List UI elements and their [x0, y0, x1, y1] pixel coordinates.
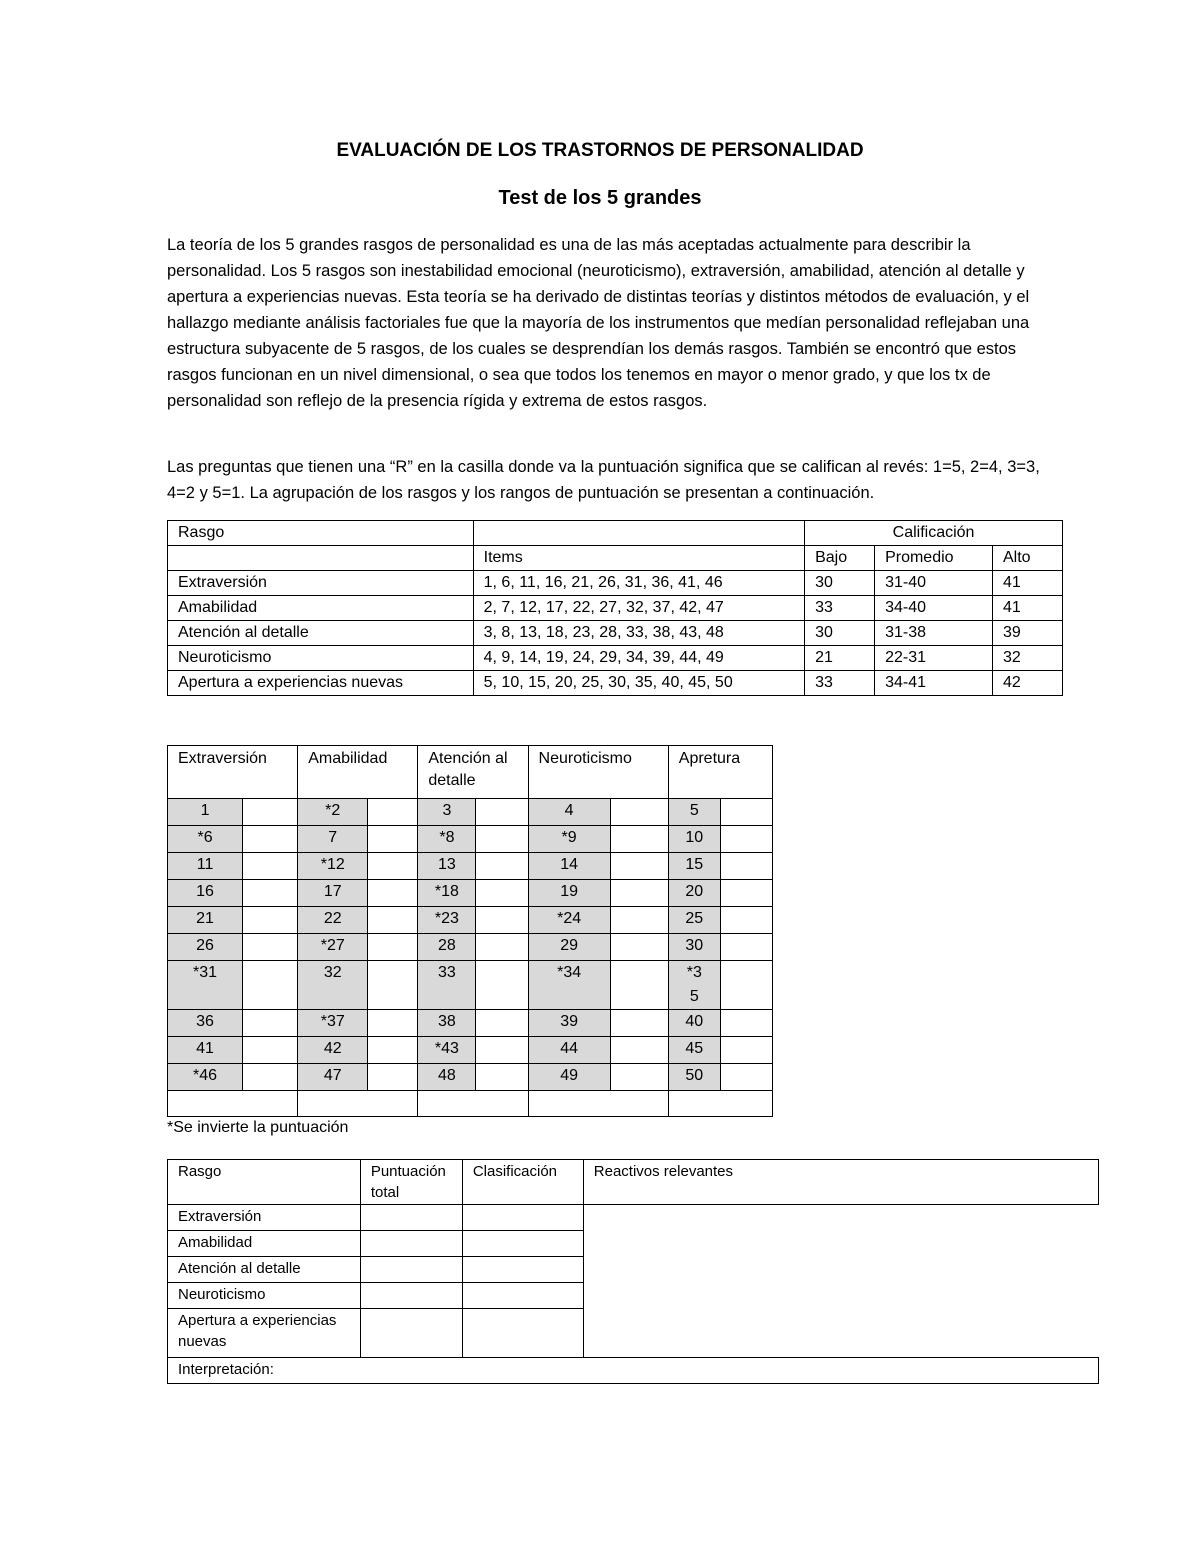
item-number: 32	[298, 961, 368, 1010]
summary-row	[168, 1309, 1099, 1358]
summary-row	[168, 1283, 1099, 1309]
summary-clasificacion-cell[interactable]	[462, 1257, 583, 1283]
answer-cell[interactable]	[243, 1037, 298, 1064]
scoring-cell-alto: 41	[993, 596, 1063, 621]
item-number: *9	[528, 826, 610, 853]
summary-puntuacion-cell[interactable]	[360, 1257, 462, 1283]
answer-grid-row	[168, 934, 773, 961]
answer-cell[interactable]	[476, 1037, 528, 1064]
summary-header-rasgo: Rasgo	[168, 1160, 361, 1205]
item-number: *31	[168, 961, 243, 1010]
item-number: 3	[418, 799, 476, 826]
scoring-cell-rasgo: Neuroticismo	[168, 646, 474, 671]
answer-grid-row	[168, 961, 773, 1010]
item-number: 33	[418, 961, 476, 1010]
scoring-cell-alto: 32	[993, 646, 1063, 671]
item-number: 28	[418, 934, 476, 961]
item-number: 25	[668, 907, 720, 934]
summary-header-clasificacion: Clasificación	[462, 1160, 583, 1205]
item-number: 17	[298, 880, 368, 907]
item-number: 16	[168, 880, 243, 907]
item-number: *23	[418, 907, 476, 934]
summary-clasificacion-cell[interactable]	[462, 1205, 583, 1231]
answer-cell[interactable]	[368, 880, 418, 907]
answer-grid-table	[167, 745, 773, 1117]
summary-header-row	[168, 1160, 1099, 1205]
answer-cell[interactable]	[610, 907, 668, 934]
summary-table	[167, 1159, 1099, 1384]
answer-cell[interactable]	[720, 961, 772, 1010]
subheader-empty	[168, 546, 474, 571]
header-rasgo: Rasgo	[168, 521, 474, 546]
scoring-cell-rasgo: Atención al detalle	[168, 621, 474, 646]
answer-cell[interactable]	[720, 907, 772, 934]
answer-cell[interactable]	[610, 799, 668, 826]
item-number: 5	[668, 799, 720, 826]
scoring-cell-items: 1, 6, 11, 16, 21, 26, 31, 36, 41, 46	[473, 571, 804, 596]
answer-grid-row	[168, 907, 773, 934]
scoring-cell-rasgo: Apertura a experiencias nuevas	[168, 671, 474, 696]
answer-cell[interactable]	[368, 907, 418, 934]
answer-cell[interactable]	[610, 1037, 668, 1064]
item-number: 19	[528, 880, 610, 907]
item-number: 15	[668, 853, 720, 880]
total-cell[interactable]	[418, 1091, 528, 1117]
scoring-cell-alto: 42	[993, 671, 1063, 696]
item-number: 22	[298, 907, 368, 934]
item-number: 44	[528, 1037, 610, 1064]
grid-header: Amabilidad	[298, 746, 418, 799]
item-number: 20	[668, 880, 720, 907]
scoring-cell-items: 4, 9, 14, 19, 24, 29, 34, 39, 44, 49	[473, 646, 804, 671]
item-number: *18	[418, 880, 476, 907]
answer-cell[interactable]	[720, 1010, 772, 1037]
answer-cell[interactable]	[476, 1010, 528, 1037]
page-subtitle: Test de los 5 grandes	[498, 187, 702, 209]
item-number: 45	[668, 1037, 720, 1064]
scoring-instructions-paragraph: Las preguntas que tienen una “R” en la casilla donde va la puntuación significa que se califican al revés: 1=5, 2=4, 3=3, 4=2 y 5=1. La agrupación de los rasgos y los rangos de puntuación se presentan a continuación.	[167, 458, 1040, 502]
answer-cell[interactable]	[368, 961, 418, 1010]
answer-cell[interactable]	[720, 799, 772, 826]
answer-cell[interactable]	[610, 934, 668, 961]
answer-cell[interactable]	[243, 799, 298, 826]
answer-cell[interactable]	[610, 826, 668, 853]
summary-row	[168, 1205, 1099, 1231]
answer-cell[interactable]	[243, 907, 298, 934]
summary-clasificacion-cell[interactable]	[462, 1309, 583, 1358]
summary-header-reactivos[interactable]: Reactivos relevantes	[583, 1160, 1098, 1205]
item-number: 14	[528, 853, 610, 880]
item-number: *8	[418, 826, 476, 853]
reverse-scoring-note: *Se invierte la puntuación	[167, 1119, 349, 1136]
scoring-cell-items: 2, 7, 12, 17, 22, 27, 32, 37, 42, 47	[473, 596, 804, 621]
answer-cell[interactable]	[476, 826, 528, 853]
answer-cell[interactable]	[368, 1064, 418, 1091]
scoring-cell-bajo: 33	[805, 671, 875, 696]
answer-cell[interactable]	[610, 961, 668, 1010]
answer-cell[interactable]	[720, 1064, 772, 1091]
scoring-row	[168, 671, 1063, 696]
summary-header-puntuacion: Puntuación total	[360, 1160, 462, 1205]
item-number: 26	[168, 934, 243, 961]
scoring-cell-items: 5, 10, 15, 20, 25, 30, 35, 40, 45, 50	[473, 671, 804, 696]
scoring-cell-items: 3, 8, 13, 18, 23, 28, 33, 38, 43, 48	[473, 621, 804, 646]
header-promedio: Promedio	[875, 546, 993, 571]
item-number: *37	[298, 1010, 368, 1037]
answer-grid-row	[168, 880, 773, 907]
summary-puntuacion-cell[interactable]	[360, 1205, 462, 1231]
total-cell[interactable]	[168, 1091, 298, 1117]
scoring-cell-rasgo: Extraversión	[168, 571, 474, 596]
scoring-cell-bajo: 33	[805, 596, 875, 621]
summary-rasgo: Amabilidad	[168, 1231, 361, 1257]
answer-cell[interactable]	[720, 934, 772, 961]
item-number: 10	[668, 826, 720, 853]
header-calificacion: Calificación	[805, 521, 1063, 546]
answer-cell[interactable]	[368, 1010, 418, 1037]
item-number: 40	[668, 1010, 720, 1037]
answer-cell[interactable]	[243, 1010, 298, 1037]
scoring-cell-promedio: 34-40	[875, 596, 993, 621]
summary-rasgo: Atención al detalle	[168, 1257, 361, 1283]
total-cell[interactable]	[298, 1091, 418, 1117]
answer-cell[interactable]	[476, 934, 528, 961]
scoring-cell-bajo: 30	[805, 571, 875, 596]
summary-row	[168, 1257, 1099, 1283]
header-alto: Alto	[993, 546, 1063, 571]
scoring-cell-bajo: 21	[805, 646, 875, 671]
answer-grid-row	[168, 1064, 773, 1091]
summary-puntuacion-cell[interactable]	[360, 1283, 462, 1309]
answer-cell[interactable]	[476, 853, 528, 880]
scoring-cell-promedio: 31-40	[875, 571, 993, 596]
scoring-row	[168, 646, 1063, 671]
answer-cell[interactable]	[720, 853, 772, 880]
item-number: 7	[298, 826, 368, 853]
answer-cell[interactable]	[368, 853, 418, 880]
item-number: *35	[668, 961, 720, 1010]
summary-row	[168, 1231, 1099, 1257]
answer-grid-row	[168, 853, 773, 880]
scoring-cell-alto: 41	[993, 571, 1063, 596]
answer-cell[interactable]	[243, 853, 298, 880]
item-number: 4	[528, 799, 610, 826]
interpretation-row	[168, 1358, 1099, 1384]
answer-cell[interactable]	[720, 880, 772, 907]
item-number: 36	[168, 1010, 243, 1037]
item-number: *24	[528, 907, 610, 934]
scoring-cell-promedio: 31-38	[875, 621, 993, 646]
scoring-row	[168, 621, 1063, 646]
intro-paragraph: La teoría de los 5 grandes rasgos de personalidad es una de las más aceptadas actualmente para describir la personalidad. Los 5 rasgos son inestabilidad emocional (neuroticismo), extraversión, amabilidad, atención al detalle y apertura a experiencias nuevas. Esta teoría se ha derivado de distintas teorías y distintos métodos de evaluación, y el hallazgo mediante análisis factoriales fue que la mayoría de los instrumentos que medían personalidad reflejaban una estructura subyacente de 5 rasgos, de los cuales se desprendían los demás rasgos. También se encontró que estos rasgos funcionan en un nivel dimensional, o sea que todos los tenemos en mayor o menor grado, y que los tx de personalidad son reflejo de la presencia rígida y extrema de estos rasgos.	[167, 236, 1030, 410]
item-number: *27	[298, 934, 368, 961]
answer-cell[interactable]	[243, 934, 298, 961]
answer-cell[interactable]	[610, 853, 668, 880]
answer-cell[interactable]	[476, 961, 528, 1010]
item-number: 50	[668, 1064, 720, 1091]
scoring-cell-alto: 39	[993, 621, 1063, 646]
answer-cell[interactable]	[368, 826, 418, 853]
item-number: 42	[298, 1037, 368, 1064]
scoring-row	[168, 571, 1063, 596]
scoring-cell-bajo: 30	[805, 621, 875, 646]
item-number: *34	[528, 961, 610, 1010]
item-number: 29	[528, 934, 610, 961]
grid-header: Extraversión	[168, 746, 298, 799]
scoring-cell-rasgo: Amabilidad	[168, 596, 474, 621]
grid-header: Neuroticismo	[528, 746, 668, 799]
answer-cell[interactable]	[476, 907, 528, 934]
answer-grid-row	[168, 1010, 773, 1037]
grid-header: Apretura	[668, 746, 772, 799]
answer-grid-row	[168, 1037, 773, 1064]
item-number: *46	[168, 1064, 243, 1091]
answer-cell[interactable]	[368, 934, 418, 961]
header-empty	[473, 521, 804, 546]
answer-cell[interactable]	[243, 961, 298, 1010]
item-number: *43	[418, 1037, 476, 1064]
answer-cell[interactable]	[720, 826, 772, 853]
interpretation-cell[interactable]: Interpretación:	[168, 1358, 1099, 1384]
total-cell[interactable]	[528, 1091, 668, 1117]
item-number: 1	[168, 799, 243, 826]
answer-cell[interactable]	[243, 1064, 298, 1091]
page-title: EVALUACIÓN DE LOS TRASTORNOS DE PERSONALIDAD	[336, 140, 864, 161]
item-number: 39	[528, 1010, 610, 1037]
summary-clasificacion-cell[interactable]	[462, 1231, 583, 1257]
scoring-cell-promedio: 34-41	[875, 671, 993, 696]
answer-cell[interactable]	[610, 1010, 668, 1037]
item-number: *2	[298, 799, 368, 826]
item-number: 21	[168, 907, 243, 934]
item-number: *12	[298, 853, 368, 880]
item-number: 41	[168, 1037, 243, 1064]
answer-grid-row	[168, 826, 773, 853]
item-number: 11	[168, 853, 243, 880]
summary-clasificacion-cell[interactable]	[462, 1283, 583, 1309]
item-number: 49	[528, 1064, 610, 1091]
answer-cell[interactable]	[476, 799, 528, 826]
answer-cell[interactable]	[610, 1064, 668, 1091]
summary-rasgo: Apertura a experiencias nuevas	[168, 1309, 361, 1358]
summary-rasgo: Neuroticismo	[168, 1283, 361, 1309]
scoring-cell-promedio: 22-31	[875, 646, 993, 671]
item-number: 47	[298, 1064, 368, 1091]
answer-cell[interactable]	[476, 1064, 528, 1091]
item-number: 30	[668, 934, 720, 961]
item-number: 38	[418, 1010, 476, 1037]
answer-cell[interactable]	[368, 799, 418, 826]
item-number: 13	[418, 853, 476, 880]
header-items: Items	[473, 546, 804, 571]
item-number: 48	[418, 1064, 476, 1091]
total-cell[interactable]	[668, 1091, 772, 1117]
scoring-row	[168, 596, 1063, 621]
item-number: *6	[168, 826, 243, 853]
scoring-ranges-table	[167, 520, 1063, 696]
answer-cell[interactable]	[476, 880, 528, 907]
answer-cell[interactable]	[243, 880, 298, 907]
answer-cell[interactable]	[368, 1037, 418, 1064]
summary-puntuacion-cell[interactable]	[360, 1231, 462, 1257]
answer-grid-total-row	[168, 1091, 773, 1117]
answer-cell[interactable]	[243, 826, 298, 853]
grid-header: Atención al detalle	[418, 746, 528, 799]
answer-grid-header-row	[168, 746, 773, 799]
scoring-table-subheader-row	[168, 546, 1063, 571]
answer-cell[interactable]	[610, 880, 668, 907]
summary-rasgo: Extraversión	[168, 1205, 361, 1231]
header-bajo: Bajo	[805, 546, 875, 571]
answer-grid-row	[168, 799, 773, 826]
summary-puntuacion-cell[interactable]	[360, 1309, 462, 1358]
answer-cell[interactable]	[720, 1037, 772, 1064]
scoring-table-header-row	[168, 521, 1063, 546]
